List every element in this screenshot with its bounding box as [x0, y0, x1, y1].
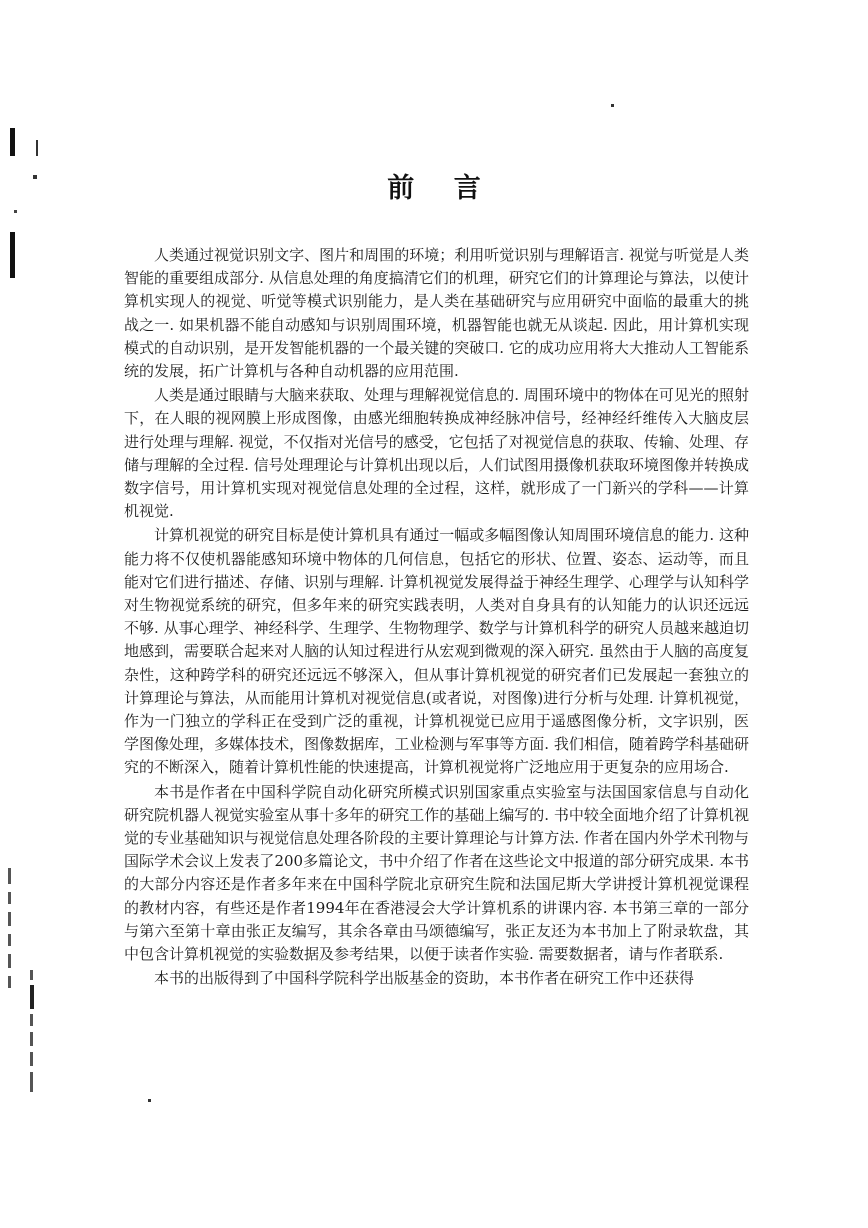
paragraph: 本书是作者在中国科学院自动化研究所模式识别国家重点实验室与法国国家信息与自动化研究院机器人视觉实验室从事十多年的研究工作的基础上编写的. 书中较全面地介绍了计算机视觉的专业基础知识与视觉信息处理各阶段的主要计算理论与计算方法. 作者在国内外学术刊物与国际学术会议上发表了200多篇论文，书中介绍了作者在这些论文中报道的部分研究成果. 本书的大部分内容还是作者多年来在中国科学院北京研究生院和法国尼斯大学讲授计算机视觉课程的教材内容，有些还是作者1994年在香港浸会大学计算机系的讲课内容. 本书第三章的一部分与第六至第十章由张正友编写，其余各章由马颂德编写，张正友还为本书加上了附录软盘，其中包含计算机视觉的实验数据及参考结果，以便于读者作实验. 需要数据者，请与作者联系. [124, 782, 749, 964]
scan-edge-mark [8, 934, 11, 946]
scan-edge-mark [30, 1014, 33, 1026]
paragraph: 人类通过视觉识别文字、图片和周围的环境；利用听觉识别与理解语言. 视觉与听觉是人类智能的重要组成部分. 从信息处理的角度搞清它们的机理，研究它们的计算理论与算法，以使计算机实现人的视觉、听觉等模式识别能力，是人类在基础研究与应用研究中面临的最重大的挑战之一. 如果机器不能自动感知与识别周围环境，机器智能也就无从谈起. 因此，用计算机实现模式的自动识别，是开发智能机器的一个最关键的突破口. 它的成功应用将大大推动人工智能系统的发展，拓广计算机与各种自动机器的应用范围. [124, 246, 749, 381]
paragraph: 人类是通过眼睛与大脑来获取、处理与理解视觉信息的. 周围环境中的物体在可见光的照射下，在人眼的视网膜上形成图像，由感光细胞转换成神经脉冲信号，经神经纤维传入大脑皮层进行处理与理解. 视觉，不仅指对光信号的感受，它包括了对视觉信息的获取、传输、处理、存储与理解的全过程. 信号处理理论与计算机出现以后，人们试图用摄像机获取环境图像并转换成数字信号，用计算机实现对视觉信息处理的全过程，这样，就形成了一门新兴的学科——计算机视觉. [124, 386, 749, 521]
scan-edge-mark [8, 892, 11, 904]
scan-dot [148, 1099, 151, 1102]
scan-edge-mark [14, 210, 17, 213]
scan-dot [611, 104, 614, 107]
paragraph: 本书的出版得到了中国科学院科学出版基金的资助，本书作者在研究工作中还获得 [154, 969, 695, 988]
body-text [124, 244, 749, 992]
scan-edge-mark [8, 954, 11, 968]
scan-edge-mark [30, 970, 33, 980]
scan-edge-mark [10, 128, 15, 156]
page-title: 前 言 [387, 173, 481, 204]
scan-edge-mark [8, 912, 11, 926]
scan-edge-mark [36, 140, 38, 156]
scan-edge-mark [8, 868, 11, 884]
scan-edge-mark [30, 1052, 33, 1066]
scan-edge-mark [10, 232, 15, 278]
scan-edge-mark [30, 1072, 33, 1092]
paragraph: 计算机视觉的研究目标是使计算机具有通过一幅或多幅图像认知周围环境信息的能力. 这种能力将不仅使机器能感知环境中物体的几何信息，包括它的形状、位置、姿态、运动等，而且能对它们进行描述、存储、识别与理解. 计算机视觉发展得益于神经生理学、心理学与认知科学对生物视觉系统的研究，但多年来的研究实践表明，人类对自身具有的认知能力的认识还远远不够. 从事心理学、神经科学、生理学、生物物理学、数学与计算机科学的研究人员越来越迫切地感到，需要联合起来对人脑的认知过程进行从宏观到微观的深入研究. 虽然由于人脑的高度复杂性，这种跨学科的研究还远远不够深入，但从事计算机视觉的研究者们已发展起一套独立的计算理论与算法，从而能用计算机对视觉信息(或者说，对图像)进行分析与处理. 计算机视觉，作为一门独立的学科正在受到广泛的重视，计算机视觉已应用于遥感图像分析，文字识别，医学图像处理，多媒体技术，图像数据库，工业检测与军事等方面. 我们相信，随着跨学科基础研究的不断深入，随着计算机性能的快速提高，计算机视觉将广泛地应用于更复杂的应用场合. [124, 526, 749, 777]
scan-edge-mark [30, 1032, 33, 1046]
scan-edge-mark [8, 976, 11, 988]
scan-edge-mark [30, 985, 34, 1009]
